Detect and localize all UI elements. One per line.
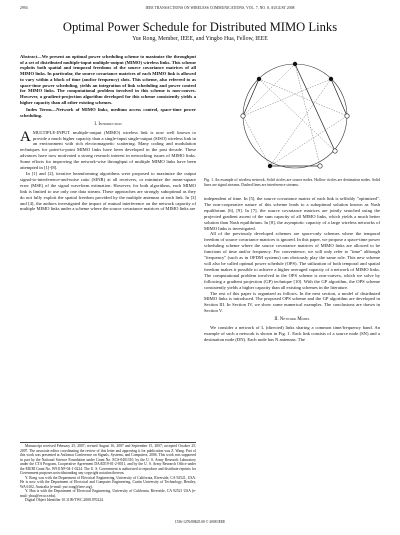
- abstract: Abstract—We present an optimal power scheduling scheme to maximize the throughput of a set of distributed multiple-input multiple-output (MIMO) wireless links. This scheme exploits both spatial and temporal freedoms of the source covariance matrices of all MIMO links. In particular, the source covariance matrices of each MIMO link is allowed to vary within a block of time (and/or frequency) slots. This scheme, also referred to as space-time power scheduling, yields an integration of link scheduling and power control for MIMO links. The computational problem involved in this scheme is non-convex. However, a gradient-projection algorithm developed for this scheme consistently yields a higher capacity than all other existing schemes.: [20, 54, 196, 105]
- destination-nodes: [241, 114, 349, 168]
- running-header: [20, 6, 380, 14]
- signal-stream-1: [243, 79, 259, 116]
- intro-paragraph-2: In [1] and [2], iterative beamforming algorithms were proposed to maximize the output signal-to-interference-and-noise ratio (SINR) at all receivers, or minimize the mean-square error (MSE) of the signal waveform estimation. However, for both algorithms, each MIMO link is limited to use only one data stream. These approaches are strongly suboptimal as they do not fully exploit the spatial freedom provided by the multiple antennas at each link. In [3] and [4], the authors investigated the impact of mutual interference on the network capacity of multiple MIMO links under a scheme where the source covariance matrices of MIMO links are: [20, 170, 196, 212]
- right-paragraph-4: We consider a network of L (directed) links sharing a common time/frequency band. An example of such a network is shown in Fig. 1. Each link consists of a source node (SN) and a destination node (DN). Each node has N antennas. The: [204, 325, 380, 342]
- source-node-2: [329, 77, 333, 81]
- interference-1: [259, 79, 347, 116]
- journal-name: [20, 6, 380, 10]
- interference-6: [259, 79, 335, 151]
- right-paragraph-3: The rest of this paper is organized as follows. In the next section, a model of distributed MIMO links is introduced. The proposed OPS scheme and the GP algorithm are developed in Section III. In Section IV, we show some numerical examples. The conclusions are drawn in Section V.: [204, 290, 380, 314]
- intro-paragraph-1-text: MULTIPLE-INPUT multiple-output (MIMO) wireless link is now well known to provide a much higher capacity than a single-input single-output (SISO) wireless link in an environment with rich electromagnetic scattering. Many coding and modulation techniques for point-to-point MIMO links have been developed in the past decade. These advances have now motivated a strong research interest in networking issues of MIMO links. Some efforts for improving the network-wise throughput of multiple MIMO links have been attempted in [1]-[8].: [20, 129, 196, 171]
- source-node-3: [268, 164, 272, 168]
- interference-4: [243, 64, 295, 116]
- interference-3: [270, 116, 347, 166]
- footnote-1: Manuscript received February 25, 2007; revised August 16, 2007 and September 15, 2007; accepted October 25, 2007. The associate editor coordinating the review of this letter and approving it for publication was Z. Wang. Part of this work was presented at Asilomar Conference on Signals, Systems, and Computers, 2006. This work was supported in part by the National Science Foundation under Grant No. ECS-0401310, by the U. S. Army Research Laboratory under the CTA Program, Cooperative Agreement DAAD19-01-2-0011, and by the U. S. Army Research Office under the MURI Grant No. W911NF-04-1-0224. The U. S. Government is authorized to reproduce and distribute reprints for Government purposes notwithstanding any copyright notation thereon.: [20, 444, 196, 475]
- right-column: [204, 196, 380, 343]
- paper-authors: Yue Rong, Member, IEEE, and Yingbo Hua, Fellow, IEEE: [132, 36, 268, 42]
- index-terms: Index Terms—Network of MIMO links, medium access control, space-time power scheduling.: [20, 107, 196, 119]
- journal-name-text: IEEE TRANSACTIONS ON WIRELESS COMMUNICATIONS, VOL. 7, NO. 8, AUGUST 2008: [145, 6, 295, 10]
- page-number: 2994: [20, 6, 28, 10]
- signal-stream-2: [331, 79, 347, 116]
- source-node-1: [257, 77, 261, 81]
- source-node-4: [293, 62, 297, 66]
- page-footer: 1536-1276/08$25.00 © 2008 IEEE: [174, 520, 226, 524]
- footnote-3: Y. Hua is with the Department of Electrical Engineering, University of California, Riverside, CA 92521 USA (e-mail: yhua@ee.ucr.edu).: [20, 489, 196, 498]
- footnote-2: Y. Rong was with the Department of Electrical Engineering, University of California, Riverside, CA 92521, USA. He is now with the Department of Electrical and Computer Engineering, Curtin University of Technology, Bentley, WA 6102, Australia (e-mail: yue.rong@ieee.org).: [20, 475, 196, 489]
- paper-title: Optimal Power Schedule for Distributed MIMO Links: [62, 20, 338, 34]
- footnote-4: Digital Object Identifier 10.1109/TWC.2008.070224.: [25, 498, 104, 502]
- network-diagram: [235, 56, 355, 176]
- interference-8: [243, 116, 270, 166]
- destination-node-3: [318, 164, 322, 168]
- destination-node-1: [241, 114, 245, 118]
- destination-node-2: [345, 114, 349, 118]
- intro-paragraph-1: [20, 130, 196, 171]
- drop-cap: A: [20, 128, 31, 145]
- left-column: [20, 54, 196, 212]
- destination-node-4: [333, 149, 337, 153]
- network-figure: [235, 56, 355, 176]
- right-paragraph-1: independent of time. In [5], the source covariance matrix of each link is selfishly "optimized". The non-cooperative nature of this scheme leads to a suboptimal solution known as Nash equilibrium [6], [9]. In [7], the source covariance matrices are jointly searched using the projected gradient ascent of the sum capacity of all MIMO links, which yields a much better solution than Nash equilibrium. In [8], the asymptotic capacity of a large wireless networks of MIMO links is investigated.: [204, 196, 380, 231]
- source-nodes: [257, 62, 333, 168]
- footnote: [20, 442, 196, 503]
- section-1-heading: I. Introduction: [94, 121, 122, 127]
- right-paragraph-2: All of the previously developed schemes are space-only schemes where the temporal freedom of source covariance matrices is ignored. In this paper, we propose a space-time power scheduling scheme where the source covariance matrices of MIMO links are allowed to be functions of time and/or frequency. For convenience, we will only refer to "time" although "frequency" (such as in OFDM systems) can obviously play the same role. This new scheme will also be called optimal power schedule (OPS). The utilization of both temporal and spatial freedom makes it possible to achieve a higher averaged capacity of a network of MIMO links. The computational problem involved in the OPS scheme is non-convex, which we solve by following a gradient projection (GP) technique [10]. With the GP algorithm, the OPS scheme consistently yields a higher capacity than all existing schemes in the literature.: [204, 231, 380, 290]
- figure-caption: Fig. 1. An example of wireless network. Solid circles are source nodes. Hollow circles are destination nodes. Solid lines are signal streams. Dashed lines are interference streams.: [204, 178, 380, 187]
- section-2-heading: II. Network Model: [274, 317, 310, 323]
- interference-5: [295, 64, 320, 166]
